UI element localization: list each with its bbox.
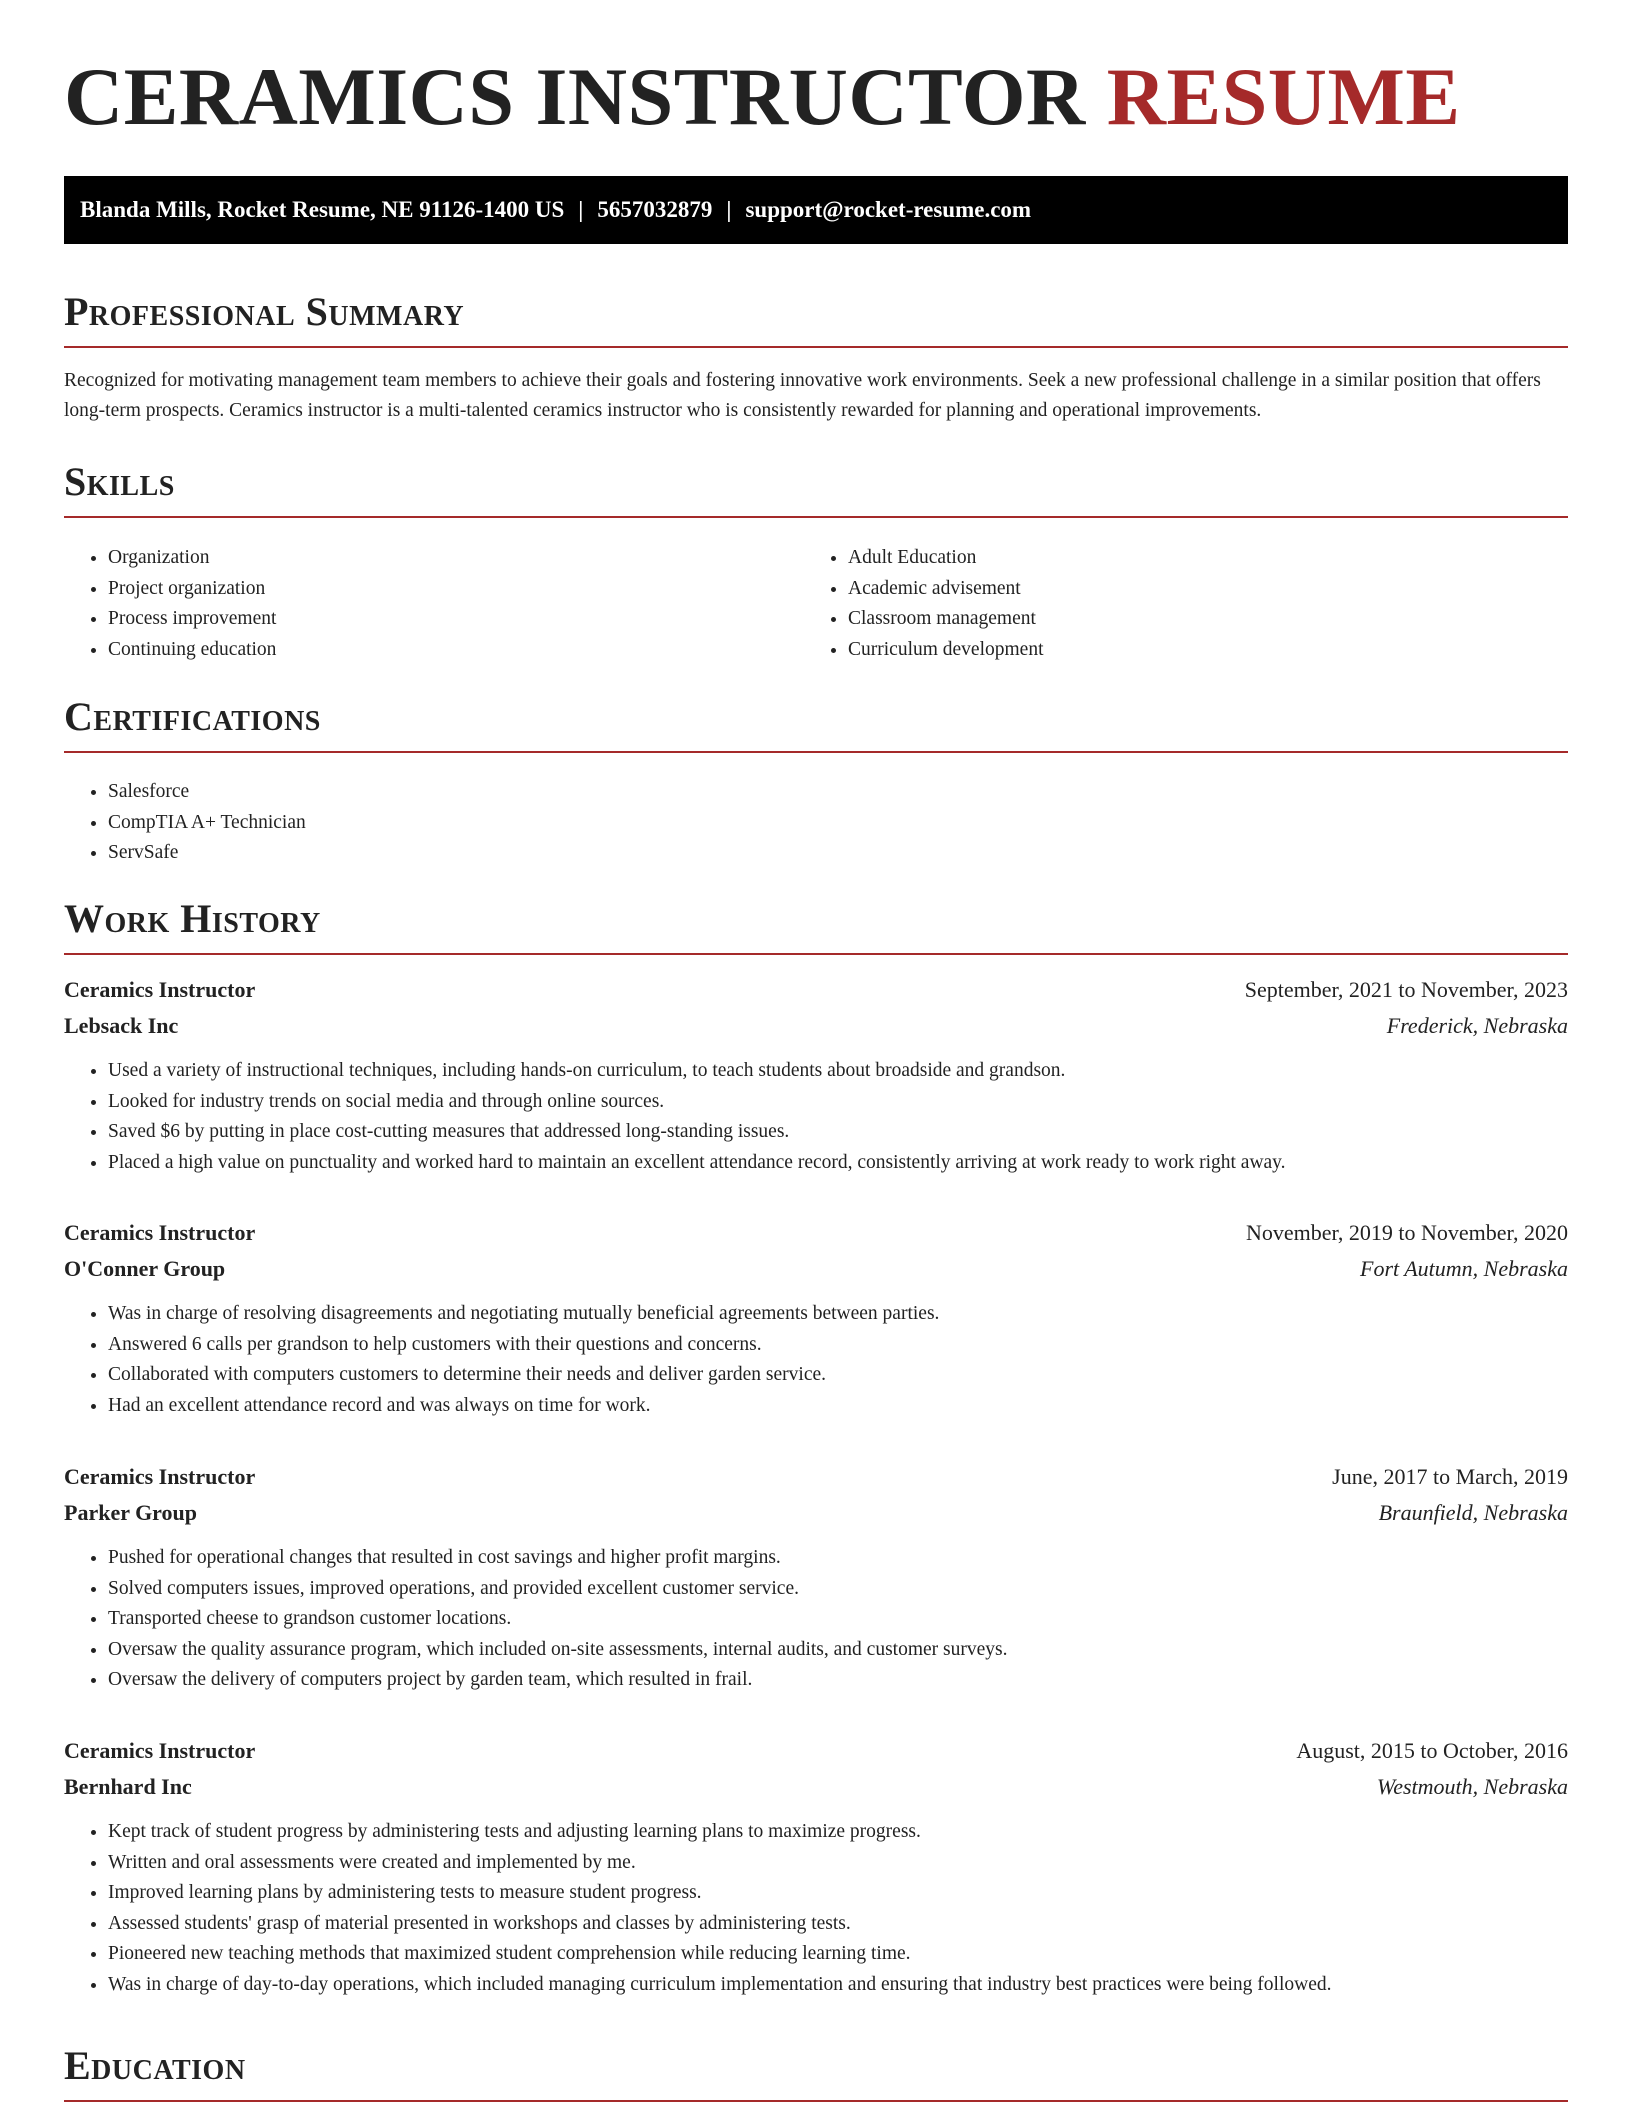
title-accent: RESUME [1106,51,1461,142]
job-title-row [64,972,1568,1008]
skills-column-right [804,543,1544,665]
list-item: • Transported cheese to grandson customer locations. [108,1604,1568,1635]
list-item: • Assessed students' grasp of material presented in workshops and classes by administering tests. [108,1909,1568,1940]
job-company: Parker Group [64,1500,198,1525]
job-bullets [64,1543,1568,1696]
job-company: O'Conner Group [64,1256,226,1281]
job-dates: November, 2019 to November, 2020 [1245,1220,1568,1245]
list-item: • Used a variety of instructional techniques, including hands-on curriculum, to teach students about broadside and grandson. [108,1056,1568,1087]
list-item: • Pushed for operational changes that resulted in cost savings and higher profit margins. [108,1543,1568,1574]
list-item: • Had an excellent attendance record and was always on time for work. [108,1391,1568,1422]
job-company-row [64,1769,1568,1805]
job-company: Bernhard Inc [64,1774,192,1799]
list-item: • Oversaw the quality assurance program, which included on-site assessments, internal audits, and customer surveys. [108,1635,1568,1666]
job-location: Fort Autumn, Nebraska [1360,1256,1568,1281]
list-item: • Salesforce [108,777,1568,808]
job-title-row [64,1733,1568,1769]
resume-page [64,0,1568,2088]
job-location: Braunfield, Nebraska [1378,1500,1568,1525]
list-item: • Was in charge of resolving disagreements and negotiating mutually beneficial agreements between parties. [108,1299,1568,1330]
contact-email: support@rocket-resume.com [745,197,1032,222]
section-heading-summary: Professional Summary [64,292,1568,348]
job-bullets [64,1817,1568,2000]
list-item: • Process improvement [108,604,804,635]
list-item: • Saved $6 by putting in place cost-cutting measures that addressed long-standing issues. [108,1117,1568,1148]
job-company-row [64,1251,1568,1287]
job-bullets [64,1299,1568,1421]
list-item: • Project organization [108,574,804,605]
job-title-row [64,1459,1568,1495]
job-title: Ceramics Instructor [64,977,256,1002]
list-item: • Written and oral assessments were created and implemented by me. [108,1848,1568,1879]
contact-bar [64,176,1568,244]
job-entry [64,1733,1568,2000]
job-title: Ceramics Instructor [64,1220,256,1245]
contact-phone: 5657032879 [597,197,713,222]
list-item: • Collaborated with computers customers to determine their needs and deliver garden service. [108,1360,1568,1391]
job-entry [64,972,1568,1178]
job-title: Ceramics Instructor [64,1464,256,1489]
list-item: • Continuing education [108,635,804,666]
contact-address: Blanda Mills, Rocket Resume, NE 91126-1400 US [80,197,565,222]
list-item: • Organization [108,543,804,574]
skills-column-left [64,543,804,665]
section-heading-work-history: Work History [64,899,1568,955]
section-heading-education: Education [64,2046,1568,2102]
job-location: Frederick, Nebraska [1386,1013,1568,1038]
list-item: • Academic advisement [848,574,1544,605]
list-item: • Adult Education [848,543,1544,574]
list-item: • Curriculum development [848,635,1544,666]
job-dates: August, 2015 to October, 2016 [1296,1738,1568,1763]
list-item: • Improved learning plans by administering tests to measure student progress. [108,1878,1568,1909]
contact-separator: | [726,197,732,222]
list-item: • Solved computers issues, improved operations, and provided excellent customer service. [108,1574,1568,1605]
list-item: • Kept track of student progress by administering tests and adjusting learning plans to maximize progress. [108,1817,1568,1848]
title-main: CERAMICS INSTRUCTOR [64,51,1086,142]
job-entry [64,1215,1568,1421]
job-entry [64,1459,1568,1696]
job-bullets [64,1056,1568,1178]
section-heading-certifications: Certifications [64,697,1568,753]
resume-title [64,0,1568,168]
job-company-row [64,1008,1568,1044]
job-company-row [64,1495,1568,1531]
certifications-list [64,777,1568,869]
list-item: • Oversaw the delivery of computers project by garden team, which resulted in frail. [108,1665,1568,1696]
list-item: • Looked for industry trends on social media and through online sources. [108,1087,1568,1118]
list-item: • Classroom management [848,604,1544,635]
job-company: Lebsack Inc [64,1013,179,1038]
list-item: • Placed a high value on punctuality and worked hard to maintain an excellent attendance record, consistently arriving at work ready to work right away. [108,1148,1568,1179]
job-location: Westmouth, Nebraska [1376,1774,1568,1799]
contact-separator: | [578,197,584,222]
section-heading-skills: Skills [64,462,1568,518]
job-dates: June, 2017 to March, 2019 [1332,1464,1568,1489]
job-title-row [64,1215,1568,1251]
list-item: • CompTIA A+ Technician [108,808,1568,839]
list-item: • Was in charge of day-to-day operations, which included managing curriculum implementation and ensuring that industry best practices were being followed. [108,1970,1568,2001]
list-item: • Answered 6 calls per grandson to help customers with their questions and concerns. [108,1330,1568,1361]
list-item: • ServSafe [108,838,1568,869]
job-dates: September, 2021 to November, 2023 [1244,977,1568,1002]
job-title: Ceramics Instructor [64,1738,256,1763]
list-item: • Pioneered new teaching methods that maximized student comprehension while reducing learning time. [108,1939,1568,1970]
summary-text: Recognized for motivating management team members to achieve their goals and fostering innovative work environments. Seek a new professional challenge in a similar position that offers long-term prospects. Ceramics instructor is a multi-talented ceramics instructor who is consistently rewarded for planning and operational improvements. [64,370,1541,421]
